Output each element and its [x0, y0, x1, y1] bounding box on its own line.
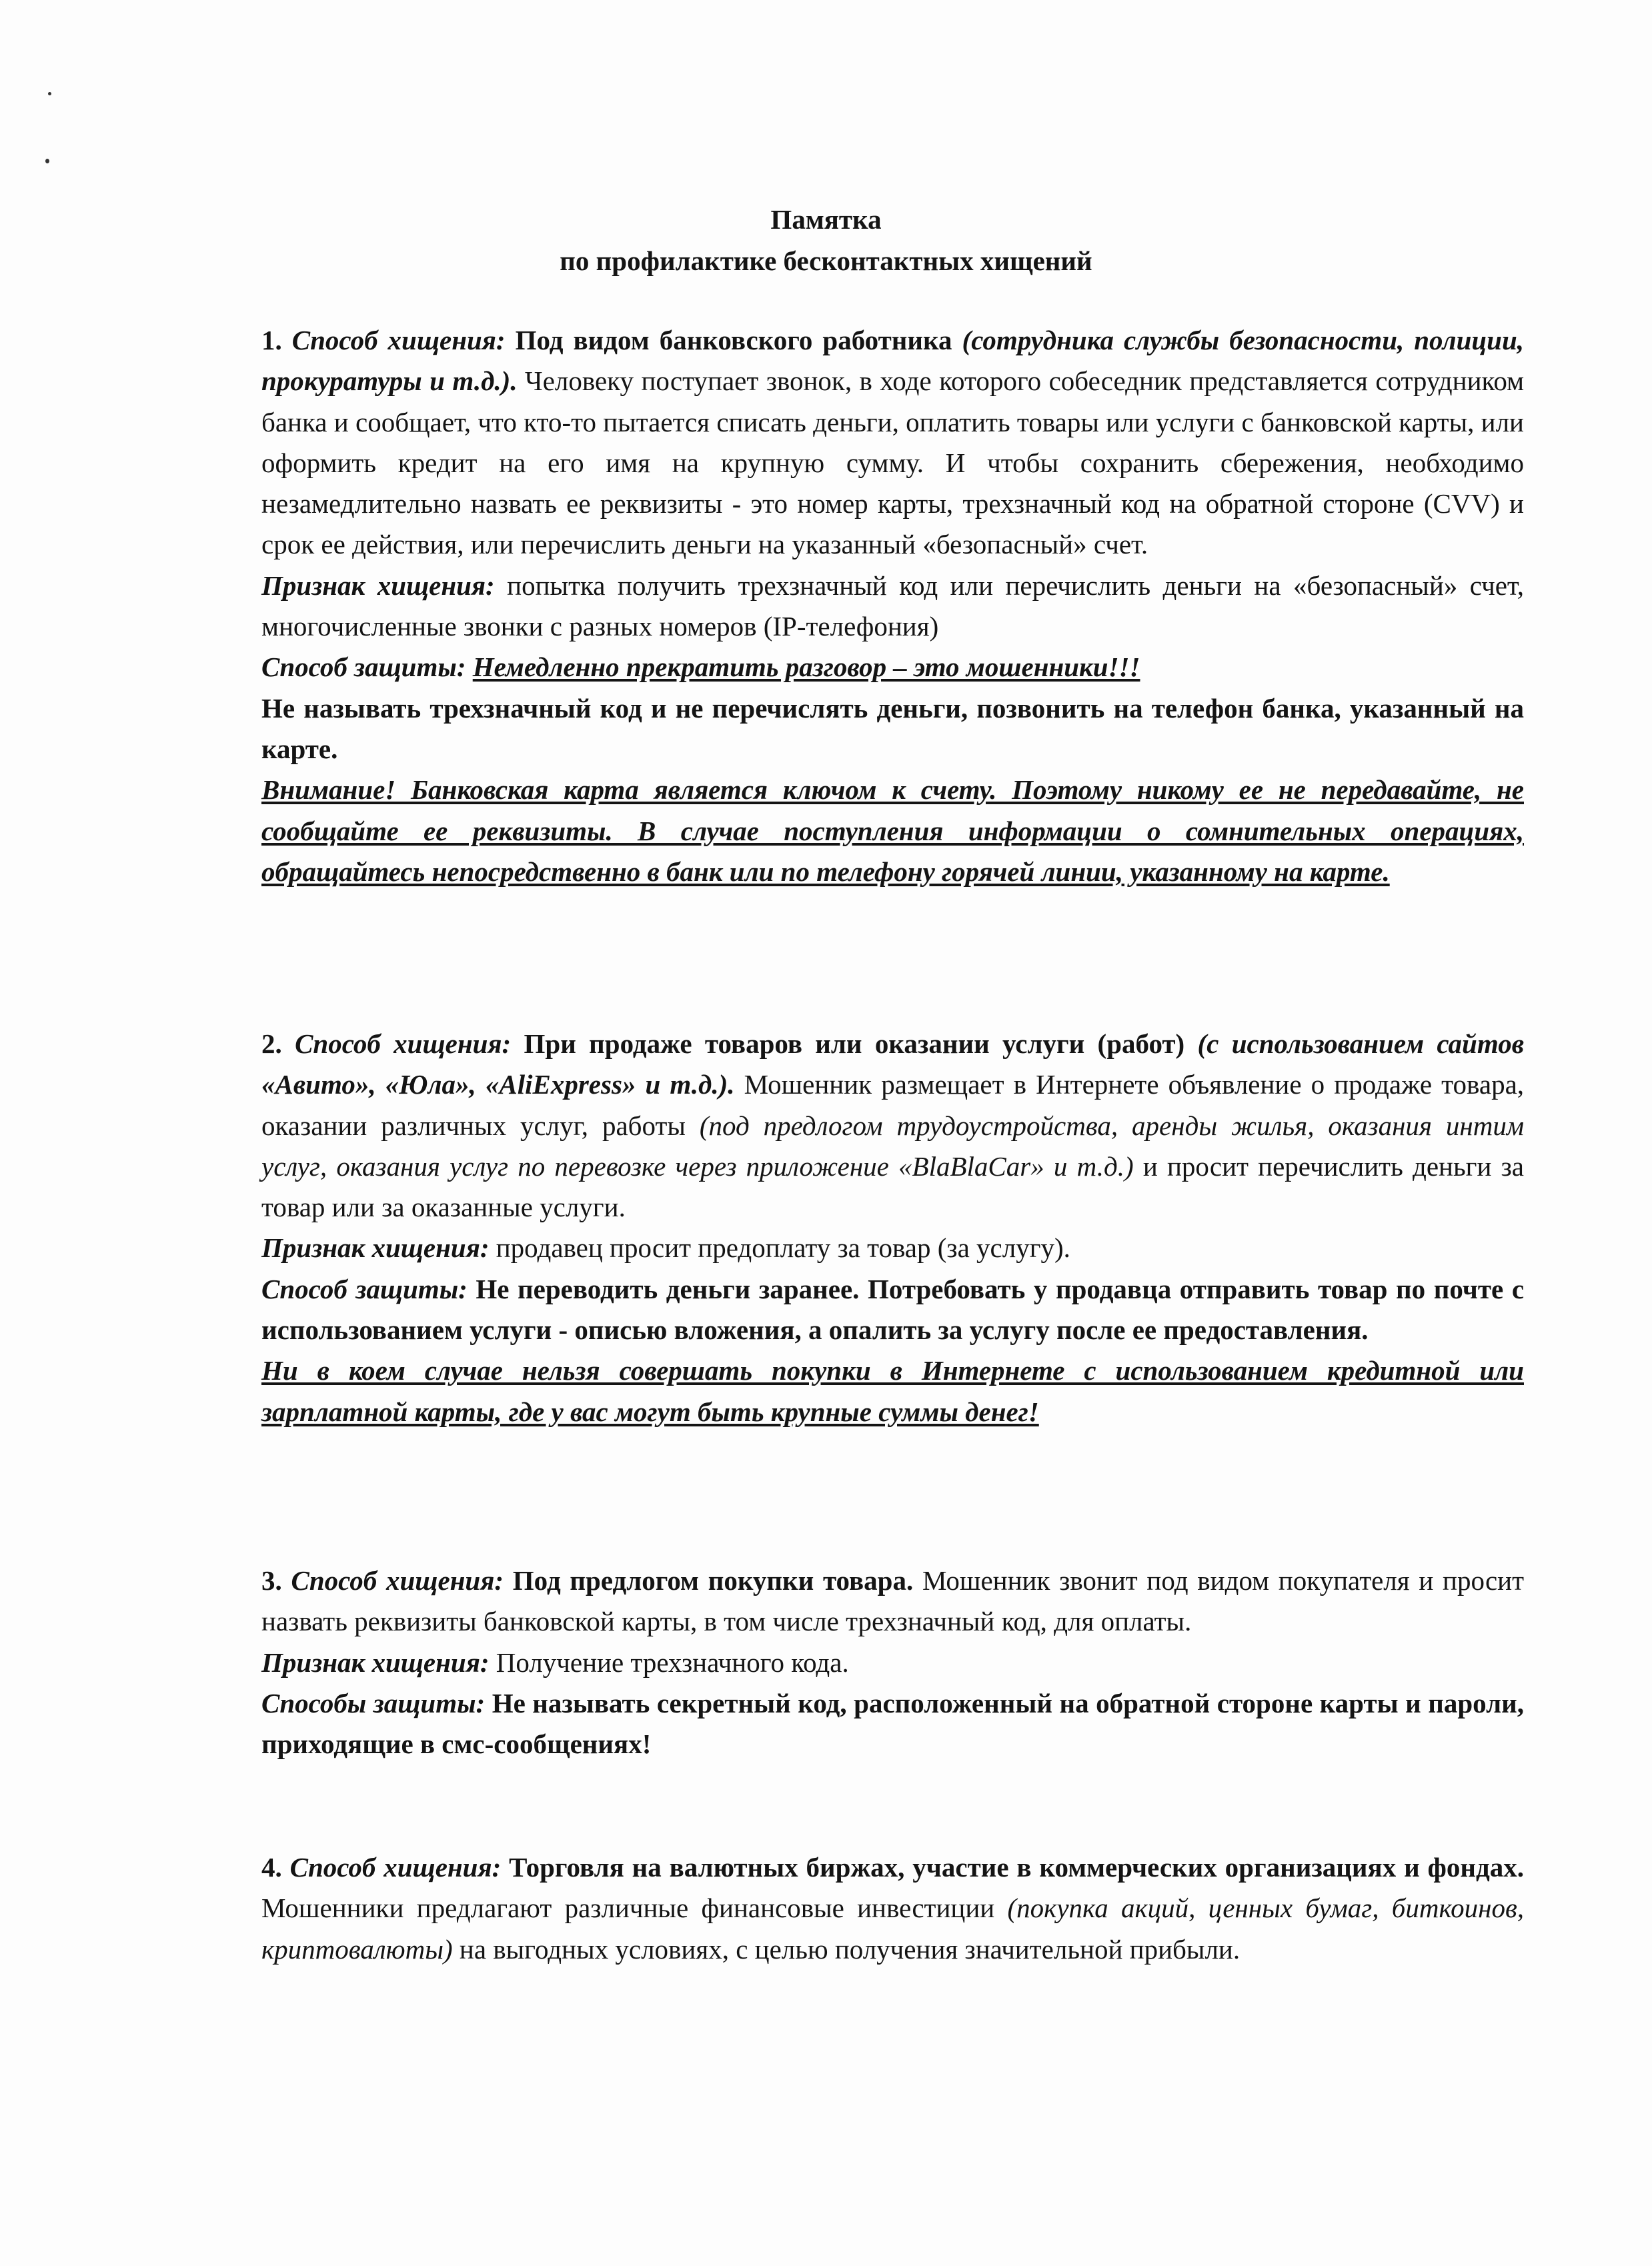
sign-text: попытка получить трехзначный код или перечислить деньги на «безопасный» счет, многочисленные звонки с разных номеров (IP-телефония) — [261, 570, 1524, 642]
document-subtitle: по профилактике бесконтактных хищений — [560, 245, 1092, 276]
protection-label: Способ защиты: — [261, 1273, 468, 1304]
section-method-paragraph — [261, 1560, 1524, 1642]
method-note: (с использованием сайтов «Авито», «Юла», «AliExpress» и т.д.). — [261, 1028, 1525, 1100]
method-description: Мошенник звонит под видом покупателя и просит назвать реквизиты банковской карты, в том числе трехзначный код, для оплаты. — [261, 1565, 1525, 1637]
method-description-start: Мошенники предлагают различные финансовые инвестиции — [261, 1893, 995, 1924]
document-header — [0, 199, 1652, 281]
protection-paragraph — [261, 1269, 1524, 1351]
section-number: 1. — [261, 325, 282, 355]
sign-paragraph — [261, 1642, 1524, 1683]
section-number: 2. — [261, 1028, 282, 1059]
method-description-end: и просит перечислить деньги за товар или за оказанные услуги. — [261, 1150, 1524, 1223]
section-2 — [261, 1024, 1524, 1432]
section-method-paragraph — [261, 1024, 1524, 1228]
section-method-paragraph — [261, 320, 1524, 565]
warning-text: Ни в коем случае нельзя совершать покупки в Интернете с использованием кредитной или зарплатной карты, где у вас могут быть крупные суммы денег! — [261, 1355, 1524, 1427]
section-number: 3. — [261, 1565, 282, 1596]
sign-label: Признак хищения: — [261, 1646, 490, 1678]
section-number: 4. — [261, 1852, 282, 1883]
sign-label: Признак хищения: — [261, 570, 495, 601]
sign-paragraph — [261, 565, 1524, 648]
method-description-start: Мошенник размещает в Интернете объявление о продаже товара, оказании различных услуг, работы — [261, 1069, 1525, 1141]
method-label: Способ хищения: — [289, 1852, 502, 1883]
protection-text: Не переводить деньги заранее. Потребовать у продавца отправить товар по почте с использованием услуги - описью вложения, а опалить за услугу после ее предоставления. — [261, 1273, 1525, 1346]
method-title: При продаже товаров или оказании услуги (работ) — [524, 1028, 1185, 1059]
method-title: Торговля на валютных биржах, участие в коммерческих организациях и фондах. — [509, 1852, 1525, 1883]
sign-text: Получение трехзначного кода. — [496, 1646, 849, 1678]
method-title: Под видом банковского работника — [515, 325, 952, 355]
method-label: Способ хищения: — [295, 1028, 512, 1059]
scan-speck — [45, 159, 49, 163]
protection-text: Не называть трехзначный код и не перечислять деньги, позвонить на телефон банка, указанный на карте. — [261, 692, 1524, 764]
section-3 — [261, 1560, 1524, 1765]
section-method-paragraph — [261, 1847, 1524, 1970]
protection-paragraph — [261, 647, 1524, 688]
method-description-italic: (под предлогом трудоустройства, аренды жилья, оказания интим услуг, оказания услуг по перевозке через приложение «BlaBlaCar» и т.д.) — [261, 1110, 1524, 1182]
sign-paragraph — [261, 1228, 1524, 1268]
sign-label: Признак хищения: — [261, 1232, 490, 1264]
protection-label: Способ защиты: — [261, 652, 466, 683]
section-1 — [261, 320, 1524, 892]
section-4 — [261, 1847, 1524, 1970]
method-description-end: на выгодных условиях, с целью получения значительной прибыли. — [459, 1933, 1241, 1965]
document-title: Памятка — [770, 204, 882, 235]
protection-paragraph — [261, 1683, 1524, 1765]
method-note: (сотрудника службы безопасности, полиции, прокуратуры и т.д.). — [261, 325, 1525, 397]
protection-label: Способы защиты: — [261, 1687, 486, 1719]
protection-underlined: Немедленно прекратить разговор – это мошенники!!! — [472, 652, 1140, 683]
method-label: Способ хищения: — [291, 325, 506, 355]
scan-speck — [48, 92, 51, 95]
method-title: Под предлогом покупки товара. — [512, 1565, 914, 1596]
method-label: Способ хищения: — [291, 1565, 504, 1596]
protection-text: Не называть секретный код, расположенный на обратной стороне карты и пароли, приходящие в смс-сообщениях! — [261, 1687, 1524, 1760]
method-description-italic: (покупка акций, ценных бумаг, биткоинов, криптовалюты) — [261, 1893, 1525, 1965]
method-description: Человеку поступает звонок, в ходе которого собеседник представляется сотрудником банка и сообщает, что кто-то пытается списать деньги, оплатить товары или услуги с банковской карты, или оформить кредит на его имя на крупную сумму. И чтобы сохранить сбережения, необходимо незамедлительно назвать ее реквизиты - это номер карты, трехзначный код на обратной стороне (CVV) и срок ее действия, или перечислить деньги на указанный «безопасный» счет. — [261, 365, 1525, 560]
warning-text: Внимание! Банковская карта является ключом к счету. Поэтому никому ее не передавайте, не сообщайте ее реквизиты. В случае поступления информации о сомнительных операциях, обращайтесь непосредственно в банк или по телефону горячей линии, указанному на карте. — [261, 774, 1524, 887]
sign-text: продавец просит предоплату за товар (за услугу). — [496, 1232, 1070, 1264]
